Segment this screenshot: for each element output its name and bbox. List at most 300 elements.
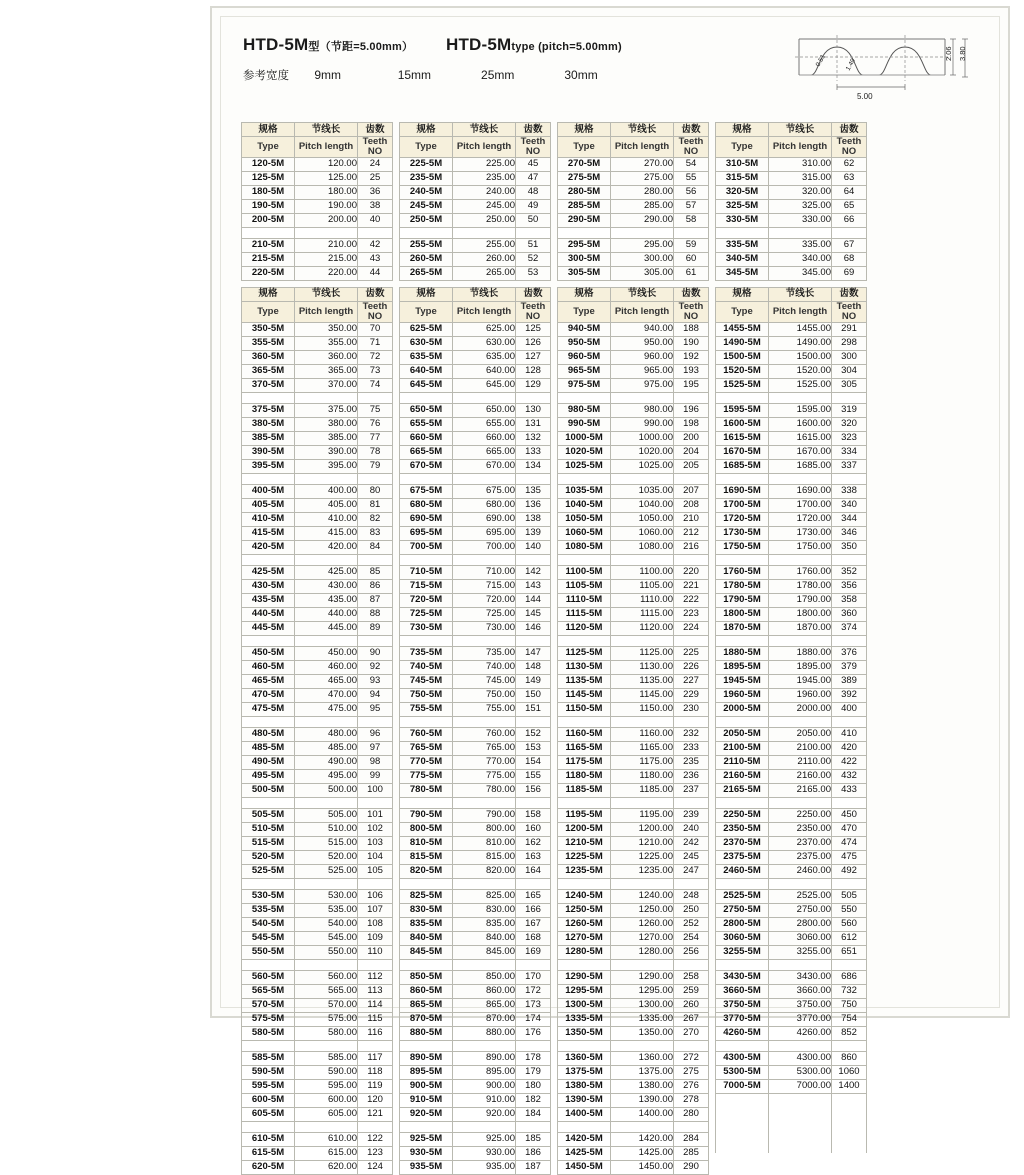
table-row	[242, 808, 393, 822]
table-row	[558, 917, 709, 931]
table-row	[242, 702, 393, 716]
cell-type: 1400-5M	[558, 1107, 611, 1121]
cell-type: 730-5M	[400, 621, 453, 635]
cell-pitch-length: 1420.00	[611, 1132, 674, 1146]
table-spacer-row	[242, 473, 393, 484]
cell-type: 1235-5M	[558, 864, 611, 878]
cell-type: 715-5M	[400, 579, 453, 593]
cell-teeth-no: 732	[832, 984, 867, 998]
cell-pitch-length: 125.00	[295, 171, 358, 185]
column-header-cn: 规格	[558, 287, 611, 301]
cell-pitch-length: 2165.00	[769, 783, 832, 797]
cell-teeth-no: 101	[358, 808, 393, 822]
section-1	[241, 122, 989, 281]
cell-type: 200-5M	[242, 213, 295, 227]
cell-type: 1060-5M	[558, 526, 611, 540]
cell-pitch-length: 755.00	[453, 702, 516, 716]
cell-teeth-no: 126	[516, 336, 551, 350]
cell-type: 2375-5M	[716, 850, 769, 864]
table-row	[716, 755, 867, 769]
cell-teeth-no: 96	[358, 727, 393, 741]
cell-pitch-length: 2460.00	[769, 864, 832, 878]
cell-teeth-no: 319	[832, 403, 867, 417]
column-header-cn: 节线长	[453, 287, 516, 301]
table-row	[400, 252, 551, 266]
cell-type: 330-5M	[716, 213, 769, 227]
cell-type: 835-5M	[400, 917, 453, 931]
cell-type: 275-5M	[558, 171, 611, 185]
table-row	[716, 727, 867, 741]
table-row	[400, 1107, 551, 1121]
cell-type: 700-5M	[400, 540, 453, 554]
cell-teeth-no: 258	[674, 970, 709, 984]
cell-pitch-length: 210.00	[295, 238, 358, 252]
cell-type: 825-5M	[400, 889, 453, 903]
cell-pitch-length: 870.00	[453, 1012, 516, 1026]
cell-type: 1350-5M	[558, 1026, 611, 1040]
cell-type: 1730-5M	[716, 526, 769, 540]
cell-teeth-no: 259	[674, 984, 709, 998]
table-row	[558, 864, 709, 878]
cell-teeth-no: 470	[832, 822, 867, 836]
cell-pitch-length: 280.00	[611, 185, 674, 199]
cell-teeth-no: 86	[358, 579, 393, 593]
cell-pitch-length: 2000.00	[769, 702, 832, 716]
cell-pitch-length: 800.00	[453, 822, 516, 836]
cell-type: 400-5M	[242, 484, 295, 498]
table-spacer-row	[400, 1040, 551, 1051]
table-row	[716, 850, 867, 864]
table-row	[558, 1079, 709, 1093]
cell-type: 1615-5M	[716, 431, 769, 445]
table-row	[400, 1146, 551, 1160]
cell-pitch-length: 1720.00	[769, 512, 832, 526]
cell-type: 3255-5M	[716, 945, 769, 959]
column-header-en: Type	[558, 301, 611, 322]
cell-pitch-length: 1780.00	[769, 579, 832, 593]
cell-teeth-no: 139	[516, 526, 551, 540]
cell-type: 840-5M	[400, 931, 453, 945]
table-row	[716, 970, 867, 984]
table-spacer-row	[242, 1121, 393, 1132]
table-row	[400, 322, 551, 336]
cell-pitch-length: 1870.00	[769, 621, 832, 635]
cell-pitch-length: 1945.00	[769, 674, 832, 688]
cell-type: 530-5M	[242, 889, 295, 903]
cell-teeth-no: 102	[358, 822, 393, 836]
cell-pitch-length: 235.00	[453, 171, 516, 185]
cell-pitch-length: 960.00	[611, 350, 674, 364]
table-row	[242, 185, 393, 199]
cell-type: 890-5M	[400, 1051, 453, 1065]
cell-teeth-no: 187	[516, 1160, 551, 1174]
cell-pitch-length: 350.00	[295, 322, 358, 336]
cell-teeth-no: 162	[516, 836, 551, 850]
cell-teeth-no: 38	[358, 199, 393, 213]
title-cn-main: HTD-5M	[243, 35, 309, 54]
cell-pitch-length: 1050.00	[611, 512, 674, 526]
cell-pitch-length: 2370.00	[769, 836, 832, 850]
cell-teeth-no: 374	[832, 621, 867, 635]
cell-teeth-no: 278	[674, 1093, 709, 1107]
spec-table	[399, 287, 551, 1175]
table-row	[716, 931, 867, 945]
cell-teeth-no: 124	[358, 1160, 393, 1174]
cell-type: 290-5M	[558, 213, 611, 227]
cell-type: 2165-5M	[716, 783, 769, 797]
cell-teeth-no: 145	[516, 607, 551, 621]
cell-teeth-no: 67	[832, 238, 867, 252]
table-row	[242, 674, 393, 688]
table-row	[242, 646, 393, 660]
title-cn-suffix: 型（节距=5.00mm）	[308, 41, 414, 53]
cell-type: 670-5M	[400, 459, 453, 473]
cell-teeth-no: 119	[358, 1079, 393, 1093]
cell-type: 575-5M	[242, 1012, 295, 1026]
cell-pitch-length: 1225.00	[611, 850, 674, 864]
cell-teeth-no: 82	[358, 512, 393, 526]
cell-teeth-no: 136	[516, 498, 551, 512]
cell-type: 735-5M	[400, 646, 453, 660]
cell-teeth-no: 57	[674, 199, 709, 213]
cell-teeth-no: 85	[358, 565, 393, 579]
cell-pitch-length: 2250.00	[769, 808, 832, 822]
table-row	[716, 484, 867, 498]
cell-pitch-length: 355.00	[295, 336, 358, 350]
cell-type: 620-5M	[242, 1160, 295, 1174]
cell-teeth-no: 73	[358, 364, 393, 378]
cell-teeth-no: 142	[516, 565, 551, 579]
cell-teeth-no: 64	[832, 185, 867, 199]
table-row	[716, 171, 867, 185]
table-row	[716, 336, 867, 350]
cell-pitch-length: 1670.00	[769, 445, 832, 459]
cell-type: 1180-5M	[558, 769, 611, 783]
cell-teeth-no: 267	[674, 1012, 709, 1026]
cell-pitch-length: 975.00	[611, 378, 674, 392]
cell-type: 2460-5M	[716, 864, 769, 878]
cell-type: 770-5M	[400, 755, 453, 769]
header-title-row	[243, 35, 803, 55]
cell-teeth-no: 227	[674, 674, 709, 688]
cell-teeth-no: 133	[516, 445, 551, 459]
cell-type: 220-5M	[242, 266, 295, 280]
cell-type: 2160-5M	[716, 769, 769, 783]
cell-pitch-length: 460.00	[295, 660, 358, 674]
cell-teeth-no: 235	[674, 755, 709, 769]
cell-type: 355-5M	[242, 336, 295, 350]
column-header-en: Type	[716, 301, 769, 322]
table-row	[400, 607, 551, 621]
table-spacer-row	[716, 392, 867, 403]
cell-teeth-no: 400	[832, 702, 867, 716]
table-row	[242, 783, 393, 797]
cell-pitch-length: 1600.00	[769, 417, 832, 431]
table-spacer-row	[400, 554, 551, 565]
cell-pitch-length: 1105.00	[611, 579, 674, 593]
cell-type: 1380-5M	[558, 1079, 611, 1093]
cell-pitch-length: 1270.00	[611, 931, 674, 945]
column-header-en: Pitch length	[453, 137, 516, 158]
table-spacer-row	[400, 878, 551, 889]
cell-teeth-no: 88	[358, 607, 393, 621]
cell-type: 1685-5M	[716, 459, 769, 473]
table-row	[400, 864, 551, 878]
cell-type: 450-5M	[242, 646, 295, 660]
cell-pitch-length: 1425.00	[611, 1146, 674, 1160]
cell-teeth-no: 420	[832, 741, 867, 755]
cell-pitch-length: 690.00	[453, 512, 516, 526]
cell-pitch-length: 1185.00	[611, 783, 674, 797]
cell-pitch-length: 470.00	[295, 688, 358, 702]
cell-pitch-length: 5300.00	[769, 1065, 832, 1079]
cell-type: 190-5M	[242, 199, 295, 213]
table-row	[716, 266, 867, 280]
table-row	[400, 741, 551, 755]
cell-pitch-length: 720.00	[453, 593, 516, 607]
cell-pitch-length: 2350.00	[769, 822, 832, 836]
cell-type: 5300-5M	[716, 1065, 769, 1079]
cell-teeth-no: 105	[358, 864, 393, 878]
radius-large-label: 1.49	[844, 57, 858, 72]
cell-teeth-no: 172	[516, 984, 551, 998]
cell-type: 340-5M	[716, 252, 769, 266]
table-spacer-row	[242, 392, 393, 403]
spec-table	[557, 122, 709, 281]
table-row	[242, 199, 393, 213]
cell-type: 380-5M	[242, 417, 295, 431]
cell-teeth-no: 77	[358, 431, 393, 445]
cell-type: 680-5M	[400, 498, 453, 512]
cell-type: 800-5M	[400, 822, 453, 836]
cell-type: 610-5M	[242, 1132, 295, 1146]
table-row	[558, 607, 709, 621]
table-spacer-row	[558, 878, 709, 889]
cell-pitch-length: 1360.00	[611, 1051, 674, 1065]
table-row	[242, 157, 393, 171]
table-row	[400, 808, 551, 822]
cell-type: 480-5M	[242, 727, 295, 741]
width-option-4: 30mm	[564, 68, 598, 82]
cell-pitch-length: 1180.00	[611, 769, 674, 783]
table-row	[558, 1107, 709, 1121]
cell-teeth-no: 90	[358, 646, 393, 660]
cell-type: 3430-5M	[716, 970, 769, 984]
table-row	[716, 431, 867, 445]
cell-pitch-length: 585.00	[295, 1051, 358, 1065]
column-header-cn: 规格	[400, 123, 453, 137]
cell-pitch-length: 535.00	[295, 903, 358, 917]
cell-type: 280-5M	[558, 185, 611, 199]
table-row	[400, 1160, 551, 1174]
cell-teeth-no: 254	[674, 931, 709, 945]
table-row	[716, 565, 867, 579]
table-row	[716, 459, 867, 473]
cell-teeth-no: 860	[832, 1051, 867, 1065]
cell-type: 1280-5M	[558, 945, 611, 959]
table-row	[400, 1065, 551, 1079]
cell-teeth-no: 334	[832, 445, 867, 459]
cell-pitch-length: 1615.00	[769, 431, 832, 445]
cell-type: 755-5M	[400, 702, 453, 716]
table-row	[242, 213, 393, 227]
cell-pitch-length: 980.00	[611, 403, 674, 417]
cell-pitch-length: 990.00	[611, 417, 674, 431]
cell-teeth-no: 165	[516, 889, 551, 903]
cell-type: 1050-5M	[558, 512, 611, 526]
cell-teeth-no: 169	[516, 945, 551, 959]
cell-teeth-no: 204	[674, 445, 709, 459]
cell-teeth-no: 160	[516, 822, 551, 836]
cell-teeth-no: 304	[832, 364, 867, 378]
cell-teeth-no: 272	[674, 1051, 709, 1065]
cell-teeth-no: 130	[516, 403, 551, 417]
column-header-cn: 齿数	[516, 287, 551, 301]
table-row	[400, 783, 551, 797]
table-row	[400, 445, 551, 459]
column-header-cn: 齿数	[358, 123, 393, 137]
cell-pitch-length: 1135.00	[611, 674, 674, 688]
table-spacer-row	[558, 716, 709, 727]
column-header-en: Type	[400, 301, 453, 322]
cell-pitch-length: 315.00	[769, 171, 832, 185]
table-row	[400, 850, 551, 864]
cell-type: 675-5M	[400, 484, 453, 498]
cell-pitch-length: 570.00	[295, 998, 358, 1012]
cell-teeth-no: 129	[516, 378, 551, 392]
cell-type: 485-5M	[242, 741, 295, 755]
cell-pitch-length: 830.00	[453, 903, 516, 917]
table-row	[558, 660, 709, 674]
tooth-profile-diagram	[793, 27, 983, 105]
cell-pitch-length: 445.00	[295, 621, 358, 635]
cell-pitch-length: 710.00	[453, 565, 516, 579]
cell-teeth-no: 49	[516, 199, 551, 213]
table-spacer-row	[558, 227, 709, 238]
table-row	[400, 579, 551, 593]
cell-pitch-length: 815.00	[453, 850, 516, 864]
table-spacer-row	[242, 797, 393, 808]
cell-pitch-length: 270.00	[611, 157, 674, 171]
cell-type: 1500-5M	[716, 350, 769, 364]
cell-pitch-length: 1760.00	[769, 565, 832, 579]
cell-pitch-length: 780.00	[453, 783, 516, 797]
cell-teeth-no: 216	[674, 540, 709, 554]
table-row	[558, 1146, 709, 1160]
table-row	[242, 1132, 393, 1146]
column-header-en: Teeth NO	[516, 137, 551, 158]
cell-type: 2525-5M	[716, 889, 769, 903]
column-header-cn: 节线长	[295, 287, 358, 301]
table-row	[242, 484, 393, 498]
cell-teeth-no: 134	[516, 459, 551, 473]
table-row	[242, 336, 393, 350]
cell-teeth-no: 180	[516, 1079, 551, 1093]
cell-pitch-length: 475.00	[295, 702, 358, 716]
spec-table	[715, 287, 867, 1153]
table-row	[400, 540, 551, 554]
cell-type: 1250-5M	[558, 903, 611, 917]
section-1-column-2	[399, 122, 551, 281]
table-spacer-row	[242, 554, 393, 565]
spec-tables	[241, 122, 989, 1175]
table-row	[716, 607, 867, 621]
table-row	[400, 1026, 551, 1040]
cell-pitch-length: 410.00	[295, 512, 358, 526]
column-header-en: Pitch length	[611, 137, 674, 158]
cell-teeth-no: 168	[516, 931, 551, 945]
cell-pitch-length: 1375.00	[611, 1065, 674, 1079]
table-row	[242, 266, 393, 280]
cell-pitch-length: 515.00	[295, 836, 358, 850]
cell-pitch-length: 1880.00	[769, 646, 832, 660]
cell-type: 585-5M	[242, 1051, 295, 1065]
table-spacer-row	[558, 392, 709, 403]
cell-type: 1000-5M	[558, 431, 611, 445]
cell-teeth-no: 230	[674, 702, 709, 716]
cell-type: 260-5M	[400, 252, 453, 266]
cell-teeth-no: 422	[832, 755, 867, 769]
table-row	[400, 171, 551, 185]
cell-type: 305-5M	[558, 266, 611, 280]
table-row	[400, 646, 551, 660]
table-row	[242, 984, 393, 998]
cell-type: 325-5M	[716, 199, 769, 213]
cell-type: 1130-5M	[558, 660, 611, 674]
table-row	[558, 836, 709, 850]
cell-type: 2370-5M	[716, 836, 769, 850]
cell-teeth-no: 147	[516, 646, 551, 660]
table-row	[558, 593, 709, 607]
cell-teeth-no: 210	[674, 512, 709, 526]
cell-pitch-length: 935.00	[453, 1160, 516, 1174]
cell-pitch-length: 2800.00	[769, 917, 832, 931]
table-row	[716, 998, 867, 1012]
table-row	[242, 171, 393, 185]
cell-type: 695-5M	[400, 526, 453, 540]
cell-type: 900-5M	[400, 1079, 453, 1093]
table-row	[558, 1065, 709, 1079]
cell-type: 445-5M	[242, 621, 295, 635]
table-row	[558, 252, 709, 266]
table-row	[558, 378, 709, 392]
table-row	[400, 621, 551, 635]
cell-teeth-no: 140	[516, 540, 551, 554]
table-spacer-row	[558, 1121, 709, 1132]
cell-teeth-no: 146	[516, 621, 551, 635]
cell-teeth-no: 158	[516, 808, 551, 822]
cell-type: 320-5M	[716, 185, 769, 199]
cell-pitch-length: 680.00	[453, 498, 516, 512]
cell-type: 940-5M	[558, 322, 611, 336]
cell-teeth-no: 226	[674, 660, 709, 674]
cell-pitch-length: 2525.00	[769, 889, 832, 903]
cell-type: 895-5M	[400, 1065, 453, 1079]
cell-type: 525-5M	[242, 864, 295, 878]
cell-teeth-no: 450	[832, 808, 867, 822]
cell-type: 415-5M	[242, 526, 295, 540]
cell-teeth-no: 122	[358, 1132, 393, 1146]
cell-teeth-no: 260	[674, 998, 709, 1012]
cell-teeth-no: 53	[516, 266, 551, 280]
cell-pitch-length: 3750.00	[769, 998, 832, 1012]
cell-type: 210-5M	[242, 238, 295, 252]
cell-type: 1490-5M	[716, 336, 769, 350]
cell-teeth-no: 121	[358, 1107, 393, 1121]
cell-teeth-no: 78	[358, 445, 393, 459]
cell-type: 820-5M	[400, 864, 453, 878]
table-spacer-row	[716, 1133, 867, 1143]
